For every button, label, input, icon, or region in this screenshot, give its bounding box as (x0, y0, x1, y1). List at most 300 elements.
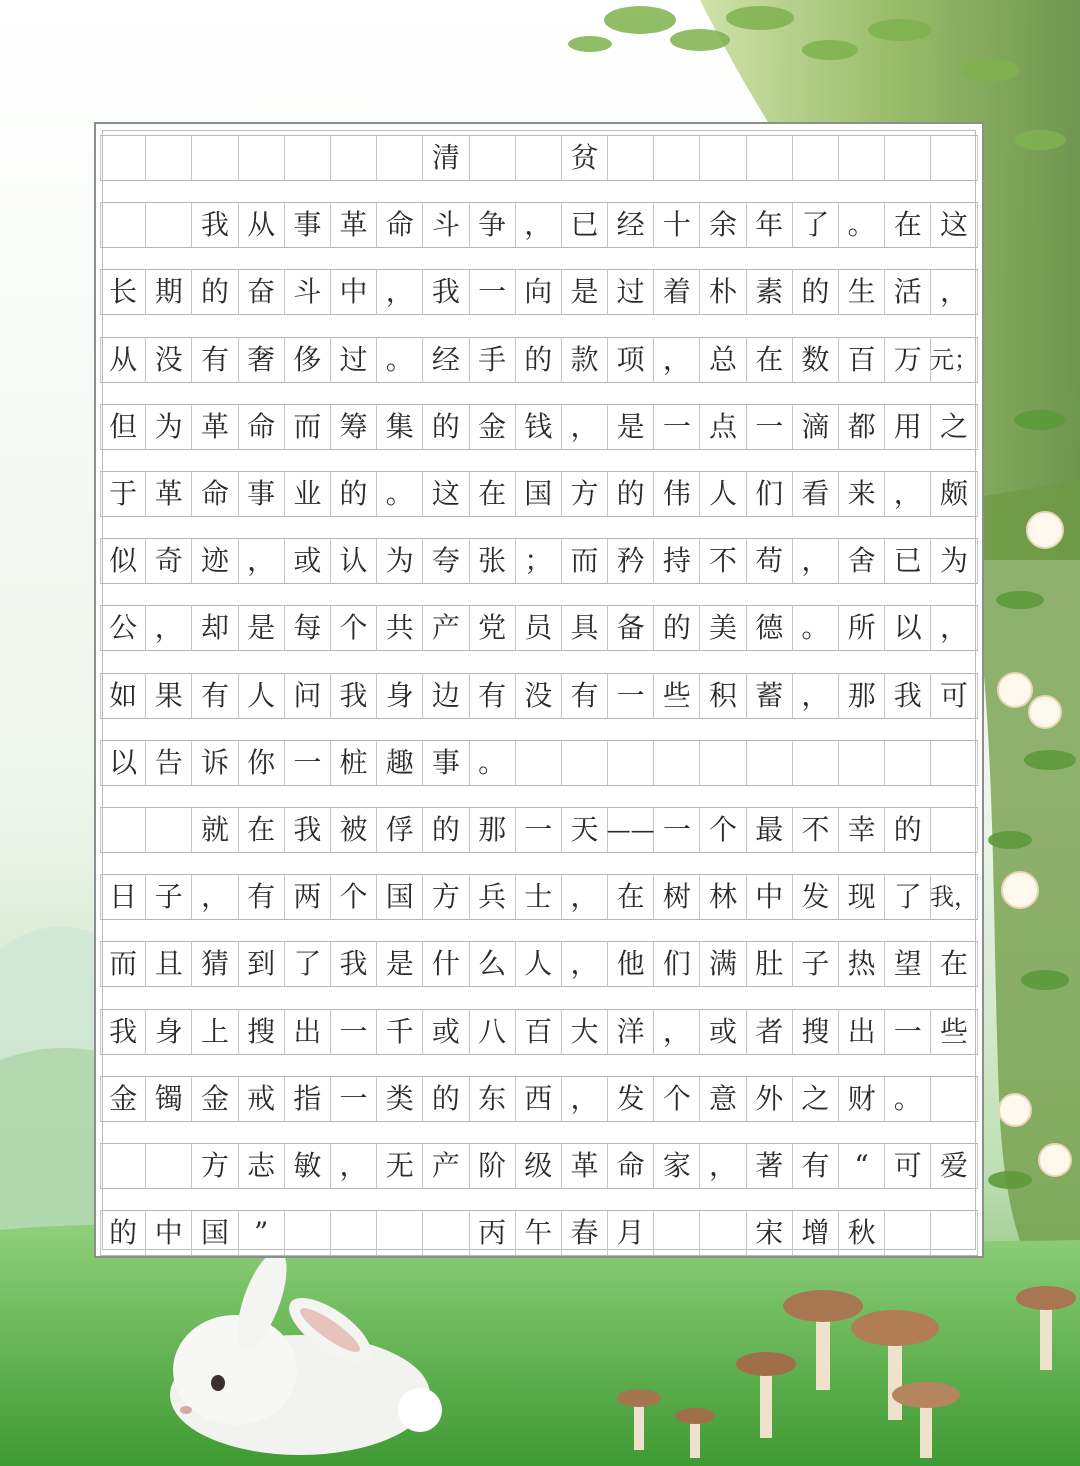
grid-cell: 贫 (562, 136, 608, 180)
grid-cell: 的 (654, 606, 700, 650)
grid-cell (146, 203, 192, 247)
grid-cell: 命 (377, 203, 423, 247)
grid-cell: 或 (700, 1010, 746, 1054)
grid-cell: 业 (285, 472, 331, 516)
grid-cell: 向 (516, 270, 562, 314)
grid-cell: 集 (377, 405, 423, 449)
grid-cell: 秋 (839, 1211, 885, 1255)
grid-cell: 那 (839, 674, 885, 718)
grid-cell: ， (931, 270, 977, 314)
grid-cell: 事 (285, 203, 331, 247)
grid-cell: 。 (470, 741, 516, 785)
grid-cell: 从 (239, 203, 285, 247)
grid-cell: 发 (608, 1077, 654, 1121)
grid-cell: 经 (608, 203, 654, 247)
grid-cell: 一 (285, 741, 331, 785)
grid-cell (931, 808, 977, 852)
grid-cell: 搜 (793, 1010, 839, 1054)
grid-cell: 项 (608, 338, 654, 382)
grid-cell (885, 1211, 931, 1255)
grid-cell (793, 136, 839, 180)
grid-cell: 斗 (285, 270, 331, 314)
grid-cell (239, 136, 285, 180)
grid-cell: 们 (654, 942, 700, 986)
grid-cell: 伟 (654, 472, 700, 516)
grid-cell: 员 (516, 606, 562, 650)
grid-cell: 不 (700, 539, 746, 583)
grid-cell: ， (146, 606, 192, 650)
grid-cell: 余 (700, 203, 746, 247)
grid-cell: 国 (192, 1211, 238, 1255)
grid-cell: 为 (377, 539, 423, 583)
grid-cell: 些 (654, 674, 700, 718)
grid-cell: 者 (747, 1010, 793, 1054)
grid-cell: 没 (516, 674, 562, 718)
grid-cell: 国 (516, 472, 562, 516)
grid-cell (192, 136, 238, 180)
grid-cell (285, 136, 331, 180)
grid-cell: 具 (562, 606, 608, 650)
grid-cell: 的 (423, 405, 469, 449)
grid-cell: 金 (100, 1077, 146, 1121)
grid-cell (331, 1211, 377, 1255)
grid-cell: ； (516, 539, 562, 583)
grid-cell: 命 (192, 472, 238, 516)
grid-cell: 在 (931, 942, 977, 986)
grid-cell: 级 (516, 1144, 562, 1188)
grid-cell: 月 (608, 1211, 654, 1255)
grid-cell: 矜 (608, 539, 654, 583)
grid-cell: 是 (608, 405, 654, 449)
grid-cell: 是 (562, 270, 608, 314)
grid-cell: 家 (654, 1144, 700, 1188)
grid-cell: 那 (470, 808, 516, 852)
grid-cell: 的 (423, 808, 469, 852)
grid-row (100, 740, 978, 786)
grid-cell: 从 (100, 338, 146, 382)
grid-cell: 奋 (239, 270, 285, 314)
grid-cell (931, 741, 977, 785)
grid-cell: ， (654, 338, 700, 382)
grid-cell: 可 (885, 1144, 931, 1188)
grid-cell: 意 (700, 1077, 746, 1121)
grid-cell: 素 (747, 270, 793, 314)
grid-cell: 我 (331, 674, 377, 718)
grid-cell: 人 (516, 942, 562, 986)
grid-cell: 春 (562, 1211, 608, 1255)
grid-cell: 或 (285, 539, 331, 583)
grid-cell: 在 (885, 203, 931, 247)
grid-cell: 中 (331, 270, 377, 314)
grid-cell (470, 136, 516, 180)
grid-cell: 元； (931, 338, 977, 382)
grid-cell: 我 (885, 674, 931, 718)
grid-cell: 过 (331, 338, 377, 382)
grid-cell: 俘 (377, 808, 423, 852)
grid-cell: 东 (470, 1077, 516, 1121)
grid-cell (931, 1077, 977, 1121)
grid-cell: ， (654, 1010, 700, 1054)
grid-cell: 侈 (285, 338, 331, 382)
grid-cell: 点 (700, 405, 746, 449)
grid-cell: 革 (331, 203, 377, 247)
grid-cell: 颇 (931, 472, 977, 516)
grid-cell: 什 (423, 942, 469, 986)
grid-row (100, 1143, 978, 1189)
grid-row (100, 941, 978, 987)
grid-cell: 士 (516, 875, 562, 919)
grid-cell: 志 (239, 1144, 285, 1188)
grid-cell (100, 808, 146, 852)
grid-cell: 们 (747, 472, 793, 516)
grid-cell: 。 (885, 1077, 931, 1121)
grid-cell: 丙 (470, 1211, 516, 1255)
grid-cell: 美 (700, 606, 746, 650)
grid-cell: 八 (470, 1010, 516, 1054)
grid-cell: 了 (793, 203, 839, 247)
grid-cell: 是 (377, 942, 423, 986)
grid-row (100, 1210, 978, 1256)
grid-cell: 积 (700, 674, 746, 718)
grid-cell: 为 (931, 539, 977, 583)
grid-cell: 外 (747, 1077, 793, 1121)
grid-cell (931, 136, 977, 180)
grid-cell: 革 (146, 472, 192, 516)
grid-cell: 奢 (239, 338, 285, 382)
grid-row (100, 1076, 978, 1122)
grid-cell: 蓄 (747, 674, 793, 718)
grid-cell: 过 (608, 270, 654, 314)
grid-cell (654, 136, 700, 180)
grid-cell: 一 (608, 674, 654, 718)
grid-cell: 张 (470, 539, 516, 583)
grid-cell: 着 (654, 270, 700, 314)
grid-cell (793, 741, 839, 785)
grid-cell: 十 (654, 203, 700, 247)
grid-cell: 身 (377, 674, 423, 718)
grid-row (100, 673, 978, 719)
grid-cell: 百 (839, 338, 885, 382)
grid-cell: 斗 (423, 203, 469, 247)
grid-cell (747, 136, 793, 180)
grid-cell: ， (562, 942, 608, 986)
grid-cell: 林 (700, 875, 746, 919)
grid-cell: 我 (285, 808, 331, 852)
grid-cell: 问 (285, 674, 331, 718)
grid-cell (885, 136, 931, 180)
grid-cell: 不 (793, 808, 839, 852)
grid-cell: 如 (100, 674, 146, 718)
grid-cell: 个 (331, 875, 377, 919)
grid-cell: 我 (192, 203, 238, 247)
grid-cell: 。 (377, 472, 423, 516)
grid-cell: “ (839, 1144, 885, 1188)
grid-cell: 迹 (192, 539, 238, 583)
grid-row (100, 337, 978, 383)
grid-cell: 钱 (516, 405, 562, 449)
grid-cell: 兵 (470, 875, 516, 919)
grid-cell: 一 (331, 1077, 377, 1121)
grid-cell: 以 (885, 606, 931, 650)
grid-cell: 命 (608, 1144, 654, 1188)
grid-cell (377, 1211, 423, 1255)
grid-cell: 敏 (285, 1144, 331, 1188)
grid-cell: 子 (146, 875, 192, 919)
grid-cell: ， (562, 405, 608, 449)
grid-row (100, 605, 978, 651)
grid-cell: 爱 (931, 1144, 977, 1188)
grid-row (100, 538, 978, 584)
grid-cell: 一 (470, 270, 516, 314)
grid-cell (100, 1144, 146, 1188)
grid-cell: ， (793, 539, 839, 583)
grid-cell: 年 (747, 203, 793, 247)
grid-cell: 一 (654, 405, 700, 449)
grid-row (100, 1009, 978, 1055)
grid-cell: 了 (285, 942, 331, 986)
title-row (100, 135, 978, 181)
grid-cell: 最 (747, 808, 793, 852)
grid-cell: 子 (793, 942, 839, 986)
grid-cell: 满 (700, 942, 746, 986)
grid-cell: 上 (192, 1010, 238, 1054)
grid-cell: 告 (146, 741, 192, 785)
grid-cell: 他 (608, 942, 654, 986)
grid-cell: 手 (470, 338, 516, 382)
grid-cell: 的 (423, 1077, 469, 1121)
grid-cell: 在 (747, 338, 793, 382)
grid-cell (562, 741, 608, 785)
grid-cell: 出 (839, 1010, 885, 1054)
grid-cell: 一 (331, 1010, 377, 1054)
grid-cell: 大 (562, 1010, 608, 1054)
grid-cell: 的 (885, 808, 931, 852)
grid-cell: 到 (239, 942, 285, 986)
grid-cell: 认 (331, 539, 377, 583)
grid-cell: 且 (146, 942, 192, 986)
grid-cell: ， (331, 1144, 377, 1188)
grid-cell: 个 (700, 808, 746, 852)
grid-cell (654, 1211, 700, 1255)
grid-cell: 革 (192, 405, 238, 449)
grid-cell: 或 (423, 1010, 469, 1054)
grid-cell: 期 (146, 270, 192, 314)
grid-cell: 已 (562, 203, 608, 247)
grid-cell: 肚 (747, 942, 793, 986)
grid-cell: ， (885, 472, 931, 516)
grid-cell: 一 (516, 808, 562, 852)
grid-cell: 个 (331, 606, 377, 650)
grid-cell: 但 (100, 405, 146, 449)
grid-cell (700, 1211, 746, 1255)
grid-cell: 为 (146, 405, 192, 449)
grid-cell: 持 (654, 539, 700, 583)
grid-cell: —— (608, 808, 654, 852)
grid-cell: 之 (931, 405, 977, 449)
grid-cell: ， (793, 674, 839, 718)
grid-cell (100, 203, 146, 247)
grid-cell: 方 (423, 875, 469, 919)
grid-cell: 清 (423, 136, 469, 180)
grid-cell (700, 136, 746, 180)
grid-cell: 午 (516, 1211, 562, 1255)
grid-cell: 有 (793, 1144, 839, 1188)
grid-cell: 发 (793, 875, 839, 919)
grid-cell: 增 (793, 1211, 839, 1255)
grid-cell (608, 741, 654, 785)
grid-cell: 之 (793, 1077, 839, 1121)
grid-cell: 国 (377, 875, 423, 919)
grid-cell: ， (931, 606, 977, 650)
grid-cell: 我 (423, 270, 469, 314)
grid-cell: 猜 (192, 942, 238, 986)
grid-cell: 德 (747, 606, 793, 650)
grid-cell: 已 (885, 539, 931, 583)
grid-cell: 似 (100, 539, 146, 583)
grid-cell (885, 741, 931, 785)
grid-cell: 生 (839, 270, 885, 314)
grid-cell (146, 808, 192, 852)
grid-cell: 著 (747, 1144, 793, 1188)
grid-cell: 就 (192, 808, 238, 852)
grid-row (100, 404, 978, 450)
grid-cell: 边 (423, 674, 469, 718)
grid-cell: 长 (100, 270, 146, 314)
grid-cell (839, 741, 885, 785)
grid-cell: 。 (377, 338, 423, 382)
grid-cell: 我， (931, 875, 977, 919)
grid-cell: 的 (192, 270, 238, 314)
grid-cell: 一 (885, 1010, 931, 1054)
grid-cell: 有 (239, 875, 285, 919)
grid-cell: ” (239, 1211, 285, 1255)
grid-cell: 戒 (239, 1077, 285, 1121)
grid-cell: 趣 (377, 741, 423, 785)
grid-cell: 金 (470, 405, 516, 449)
grid-cell: 于 (100, 472, 146, 516)
grid-row (100, 269, 978, 315)
grid-cell (423, 1211, 469, 1255)
grid-cell: 有 (192, 674, 238, 718)
grid-cell: 而 (562, 539, 608, 583)
grid-cell: 人 (239, 674, 285, 718)
grid-cell: 出 (285, 1010, 331, 1054)
grid-cell: 现 (839, 875, 885, 919)
grid-cell: 身 (146, 1010, 192, 1054)
grid-row (100, 202, 978, 248)
grid-cell: 备 (608, 606, 654, 650)
grid-cell: 财 (839, 1077, 885, 1121)
grid-cell: 一 (654, 808, 700, 852)
grid-cell: 你 (239, 741, 285, 785)
grid-cell: ， (239, 539, 285, 583)
grid-cell: ， (700, 1144, 746, 1188)
grid-cell: 都 (839, 405, 885, 449)
grid-cell: 。 (793, 606, 839, 650)
grid-cell: 热 (839, 942, 885, 986)
grid-cell: 了 (885, 875, 931, 919)
grid-cell: 方 (562, 472, 608, 516)
grid-cell: 党 (470, 606, 516, 650)
grid-cell (516, 741, 562, 785)
grid-cell: 筹 (331, 405, 377, 449)
grid-cell: ， (192, 875, 238, 919)
grid-cell: 这 (931, 203, 977, 247)
grid-cell: 舍 (839, 539, 885, 583)
grid-cell: 事 (239, 472, 285, 516)
grid-cell: 的 (516, 338, 562, 382)
grid-cell: 些 (931, 1010, 977, 1054)
grid-cell: 命 (239, 405, 285, 449)
grid-cell: 的 (331, 472, 377, 516)
grid-cell: 产 (423, 1144, 469, 1188)
grid-cell: 在 (608, 875, 654, 919)
grid-cell: 有 (192, 338, 238, 382)
grid-cell: 的 (100, 1211, 146, 1255)
grid-cell: 中 (146, 1211, 192, 1255)
grid-row (100, 807, 978, 853)
grid-cell: 宋 (747, 1211, 793, 1255)
grid-cell: 千 (377, 1010, 423, 1054)
grid-cell: ， (377, 270, 423, 314)
grid-cell: 我 (331, 942, 377, 986)
grid-cell: 我 (100, 1010, 146, 1054)
grid-cell (654, 741, 700, 785)
grid-cell: 产 (423, 606, 469, 650)
grid-cell: 这 (423, 472, 469, 516)
grid-cell: 以 (100, 741, 146, 785)
grid-cell: 总 (700, 338, 746, 382)
grid-cell: 数 (793, 338, 839, 382)
grid-cell (747, 741, 793, 785)
grid-cell (839, 136, 885, 180)
grid-cell: 有 (470, 674, 516, 718)
grid-row (100, 471, 978, 517)
grid-cell: 争 (470, 203, 516, 247)
grid-cell: 可 (931, 674, 977, 718)
grid-cell: 幸 (839, 808, 885, 852)
grid-cell: 没 (146, 338, 192, 382)
grid-cell: 桩 (331, 741, 377, 785)
grid-cell: 类 (377, 1077, 423, 1121)
grid-cell: 人 (700, 472, 746, 516)
grid-cell: ， (562, 875, 608, 919)
grid-cell (700, 741, 746, 785)
grid-cell: ， (562, 1077, 608, 1121)
grid-cell: 革 (562, 1144, 608, 1188)
grid-cell (377, 136, 423, 180)
grid-cell: 个 (654, 1077, 700, 1121)
grid-cell (608, 136, 654, 180)
grid-cell: 么 (470, 942, 516, 986)
grid-cell: 指 (285, 1077, 331, 1121)
grid-cell (516, 136, 562, 180)
grid-cell: 共 (377, 606, 423, 650)
grid-cell: 经 (423, 338, 469, 382)
grid-cell (146, 1144, 192, 1188)
grid-cell (331, 136, 377, 180)
grid-cell: 却 (192, 606, 238, 650)
grid-cell: 奇 (146, 539, 192, 583)
grid-cell: 事 (423, 741, 469, 785)
grid-cell: 在 (470, 472, 516, 516)
grid-cell: 在 (239, 808, 285, 852)
grid-cell: 用 (885, 405, 931, 449)
grid-cell: 两 (285, 875, 331, 919)
grid-cell: 万 (885, 338, 931, 382)
grid-cell: 看 (793, 472, 839, 516)
grid-cell (146, 136, 192, 180)
